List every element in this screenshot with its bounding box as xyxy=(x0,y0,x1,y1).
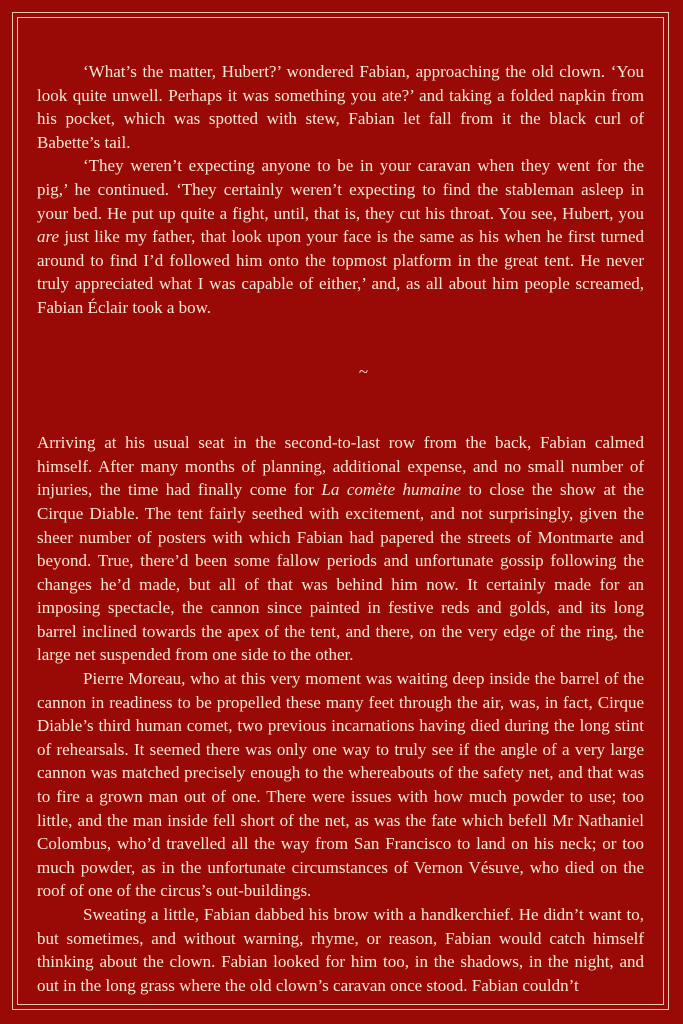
paragraph-hubert-unwell xyxy=(37,60,644,154)
paragraph-text: ‘They weren’t expecting anyone to be in your caravan when they went for the pig,’ he continued. ‘They certainly weren’t expecting to find the stableman asleep in your bed. He put up quite a fight, until, that is, they cut his throat. You see, Hubert, you xyxy=(37,156,644,223)
paragraph-text: just like my father, that look upon your face is the same as his when he first turned around to find I’d followed him onto the topmost platform in the great tent. He never truly appreciated what I was capable of either,’ and, as all about him people screamed, Fabian Éclair took a bow. xyxy=(37,227,644,317)
section-divider: ~ xyxy=(358,361,369,381)
paragraph-text: Pierre Moreau, who at this very moment was waiting deep inside the barrel of the cannon in readiness to be propelled these many feet through the air, was, in fact, Cirque Diable’s third human comet, two previous incarnations having died during the long stint of rehearsals. It seemed there was only one way to truly see if the angle of a very large cannon was matched precisely enough to the whereabouts of the safety net, and that was to fire a grown man out of one. There were issues with how much powder to use; too little, and the man inside fell short of the net, as was the fate which befell Mr Nathaniel Colombus, who’d travelled all the way from San Francisco to land on his neck; or too much powder, as in the unfortunate circumstances of Vernon Vésuve, who died on the roof of one of the circus’s out-buildings. xyxy=(37,669,644,901)
emphasis-show-title: La comète humaine xyxy=(321,480,462,500)
document-body xyxy=(37,60,644,997)
paragraph-text: Sweating a little, Fabian dabbed his brow with a handkerchief. He didn’t want to, but sometimes, and without warning, rhyme, or reason, Fabian would catch himself thinking about the clown. Fabian looked for him too, in the shadows, in the night, and out in the long grass where the old clown’s caravan once stood. Fabian couldn’t xyxy=(37,905,644,995)
emphasis-are: are xyxy=(37,227,60,247)
paragraph-text: to close the show at the Cirque Diable. The tent fairly seethed with excitement, and not surprisingly, given the sheer number of posters with which Fabian had papered the streets of Montmarte and beyond. True, there’d been some fallow periods and unfortunate gossip following the changes he’d made, but all of that was behind him now. It certainly made for an imposing spectacle, the cannon since painted in festive reds and golds, and its long barrel inclined towards the apex of the tent, and there, on the very edge of the ring, the large net suspended from one side to the other. xyxy=(37,480,644,665)
paragraph-hubert-father xyxy=(37,154,644,319)
paragraph-text: ‘What’s the matter, Hubert?’ wondered Fabian, approaching the old clown. ‘You look quite unwell. Perhaps it was something you ate?’ and taking a folded napkin from his pocket, which was spotted with stew, Fabian let fall from it the black curl of Babette’s tail. xyxy=(37,62,644,152)
paragraph-pierre-moreau xyxy=(37,667,644,903)
paragraph-sweating xyxy=(37,903,644,997)
paragraph-arriving xyxy=(37,431,644,667)
paragraph-text: Arriving at his usual seat in the second-to-last row from the back, Fabian calmed himself. After many months of planning, additional expense, and no small number of injuries, the time had finally come for xyxy=(37,433,644,500)
